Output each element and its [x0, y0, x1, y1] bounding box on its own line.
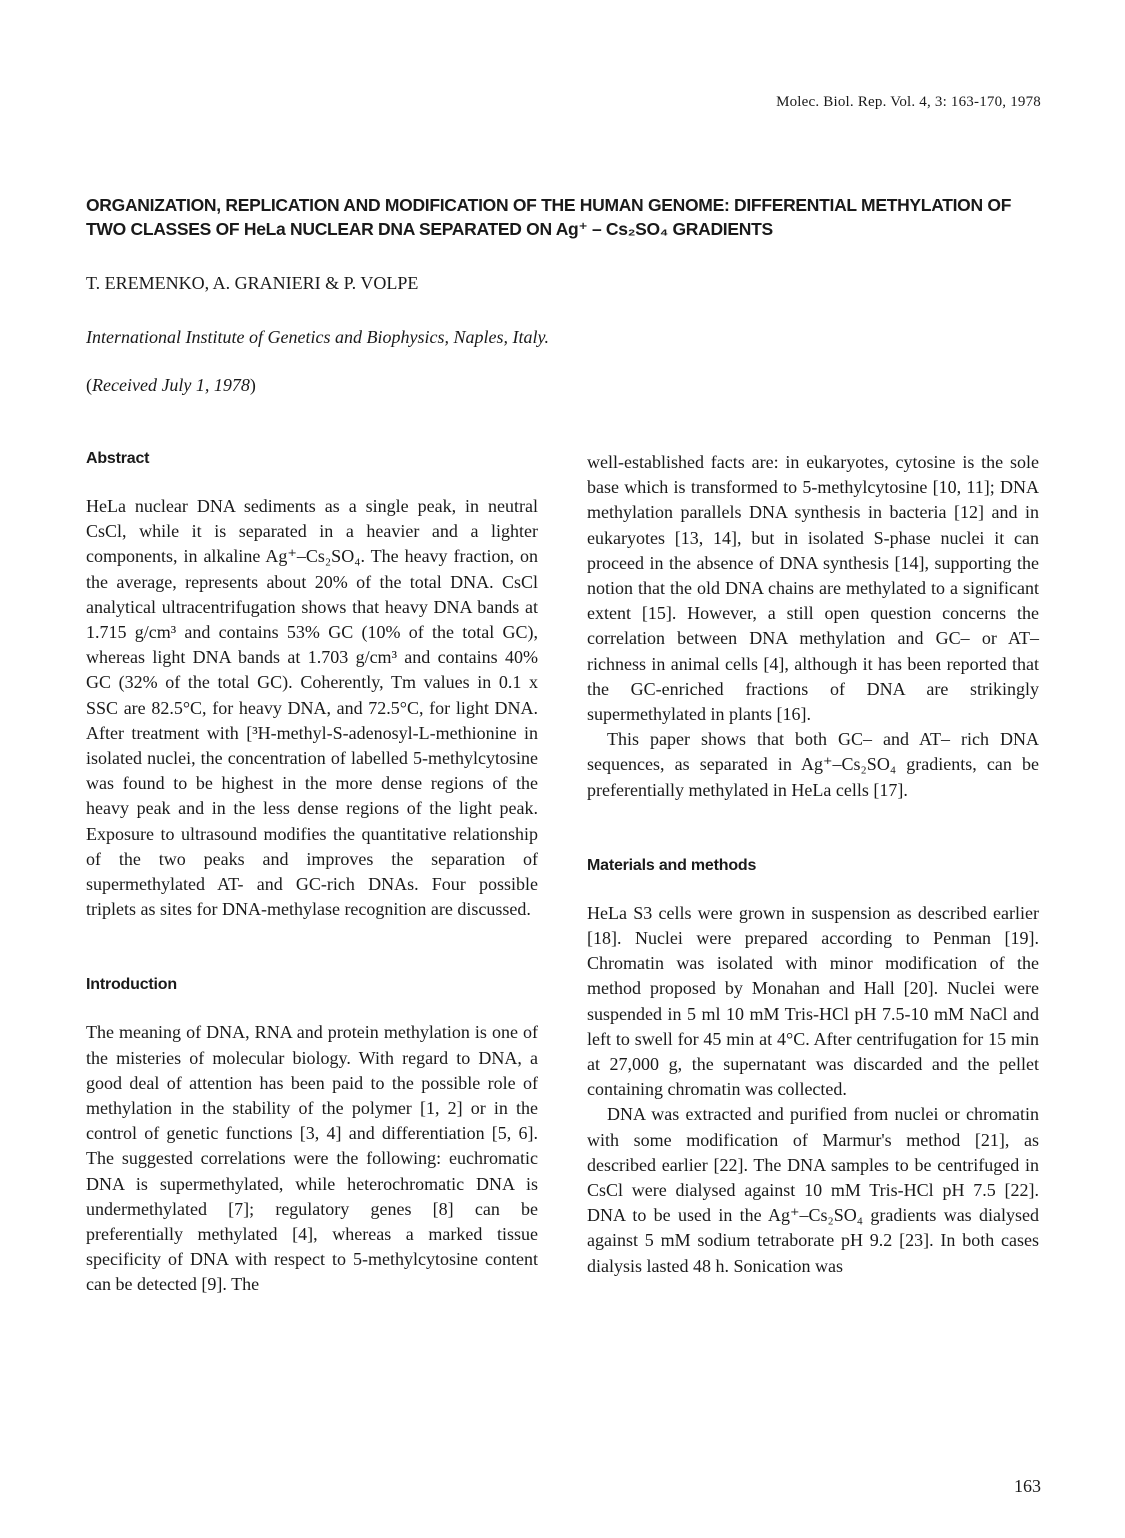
- left-column: [86, 450, 538, 1298]
- received-date: [86, 375, 256, 396]
- abstract-text: HeLa nuclear DNA sediments as a single peak, in neutral CsCl, while it is separated in a heavier and a lighter components, in alkaline Ag⁺–Cs₂SO₄. The heavy fraction, on the average, represents about 20% of the total DNA. CsCl analytical ultracentrifugation shows that heavy DNA bands at 1.715 g/cm³ and contains 53% GC (10% of the total GC), whereas light DNA bands at 1.703 g/cm³ and contains 40% GC (32% of the total GC). Coherently, Tm values in 0.1 x SSC are 82.5°C, for heavy DNA, and 72.5°C, for light DNA. After treatment with [³H-methyl-S-adenosyl-L-methionine in isolated nuclei, the concentration of labelled 5-methylcytosine was found to be highest in the more dense regions of the heavy peak and in the less dense regions of the light peak. Exposure to ultrasound modifies the quantitative relationship of the two peaks and improves the separation of supermethylated AT- and GC-rich DNAs. Four possible triplets as sites for DNA-methylase recognition are discussed.: [86, 496, 538, 920]
- received-open-paren: (: [86, 375, 92, 395]
- journal-reference: Molec. Biol. Rep. Vol. 4, 3: 163-170, 1978: [776, 94, 1041, 110]
- right-column: [587, 450, 1039, 1279]
- paper-title: ORGANIZATION, REPLICATION AND MODIFICATION OF THE HUMAN GENOME: DIFFERENTIAL METHYLATION OF TWO CLASSES OF HeLa NUCLEAR DNA SEPARATED ON Ag⁺ – Cs₂SO₄ GRADIENTS: [86, 195, 1012, 239]
- methods-paragraph-1: HeLa S3 cells were grown in suspension as described earlier [18]. Nuclei were prepared according to Penman [19]. Chromatin was isolated with minor modification of the method proposed by Monahan and Hall [20]. Nuclei were suspended in 5 ml 10 mM Tris-HCl pH 7.5-10 mM NaCl and left to swell for 45 min at 4°C. After centrifugation for 15 min at 27,000 g, the supernatant was discarded and the pellet containing chromatin was collected.: [587, 902, 1039, 1100]
- authors: T. EREMENKO, A. GRANIERI & P. VOLPE: [86, 273, 419, 293]
- methods-paragraph-2: DNA was extracted and purified from nuclei or chromatin with some modification of Marmur's method [21], as described earlier [22]. The DNA samples to be centrifuged in CsCl were dialysed against 10 mM Tris-HCl pH 7.5 [22]. DNA to be used in the Ag⁺–Cs₂SO₄ gradients was dialysed against 5 mM sodium tetraborate pH 9.2 [23]. In both cases dialysis lasted 48 h. Sonication was: [587, 1104, 1039, 1276]
- introduction-final-paragraph: This paper shows that both GC– and AT– rich DNA sequences, as separated in Ag⁺–Cs₂SO₄ gradients, can be preferentially methylated in HeLa cells [17].: [587, 729, 1039, 800]
- received-close-paren: ): [249, 375, 256, 395]
- introduction-continued-text: well-established facts are: in eukaryotes, cytosine is the sole base which is transformed to 5-methylcytosine [10, 11]; DNA methylation parallels DNA synthesis in bacteria [12] and in eukaryotes [13, 14], but in isolated S-phase nuclei it can proceed in the absence of DNA synthesis [14], supporting the notion that the old DNA chains are methylated to a significant extent [15]. However, a still open question concerns the correlation between DNA methylation and GC– or AT– richness in animal cells [4], although it has been reported that the GC-enriched fractions of DNA are strikingly supermethylated in plants [16].: [587, 452, 1039, 725]
- affiliation: International Institute of Genetics and Biophysics, Naples, Italy.: [86, 327, 549, 347]
- methods-heading: Materials and methods: [587, 856, 757, 874]
- received-text: Received July 1, 1978: [92, 375, 250, 395]
- abstract-heading: Abstract: [86, 450, 150, 467]
- introduction-text: The meaning of DNA, RNA and protein methylation is one of the misteries of molecular biology. With regard to DNA, a good deal of attention has been paid to the possible role of methylation in the stability of the polymer [1, 2] or in the control of genetic functions [3, 4] and differentiation [5, 6]. The suggested correlations were the following: euchromatic DNA is supermethylated, while heterochromatic DNA is undermethylated [7]; regulatory genes [8] can be preferentially methylated [4], whereas a marked tissue specificity of DNA with respect to 5-methylcytosine content can be detected [9]. The: [86, 1022, 538, 1295]
- page-number: 163: [1014, 1476, 1041, 1496]
- introduction-heading: Introduction: [86, 976, 177, 994]
